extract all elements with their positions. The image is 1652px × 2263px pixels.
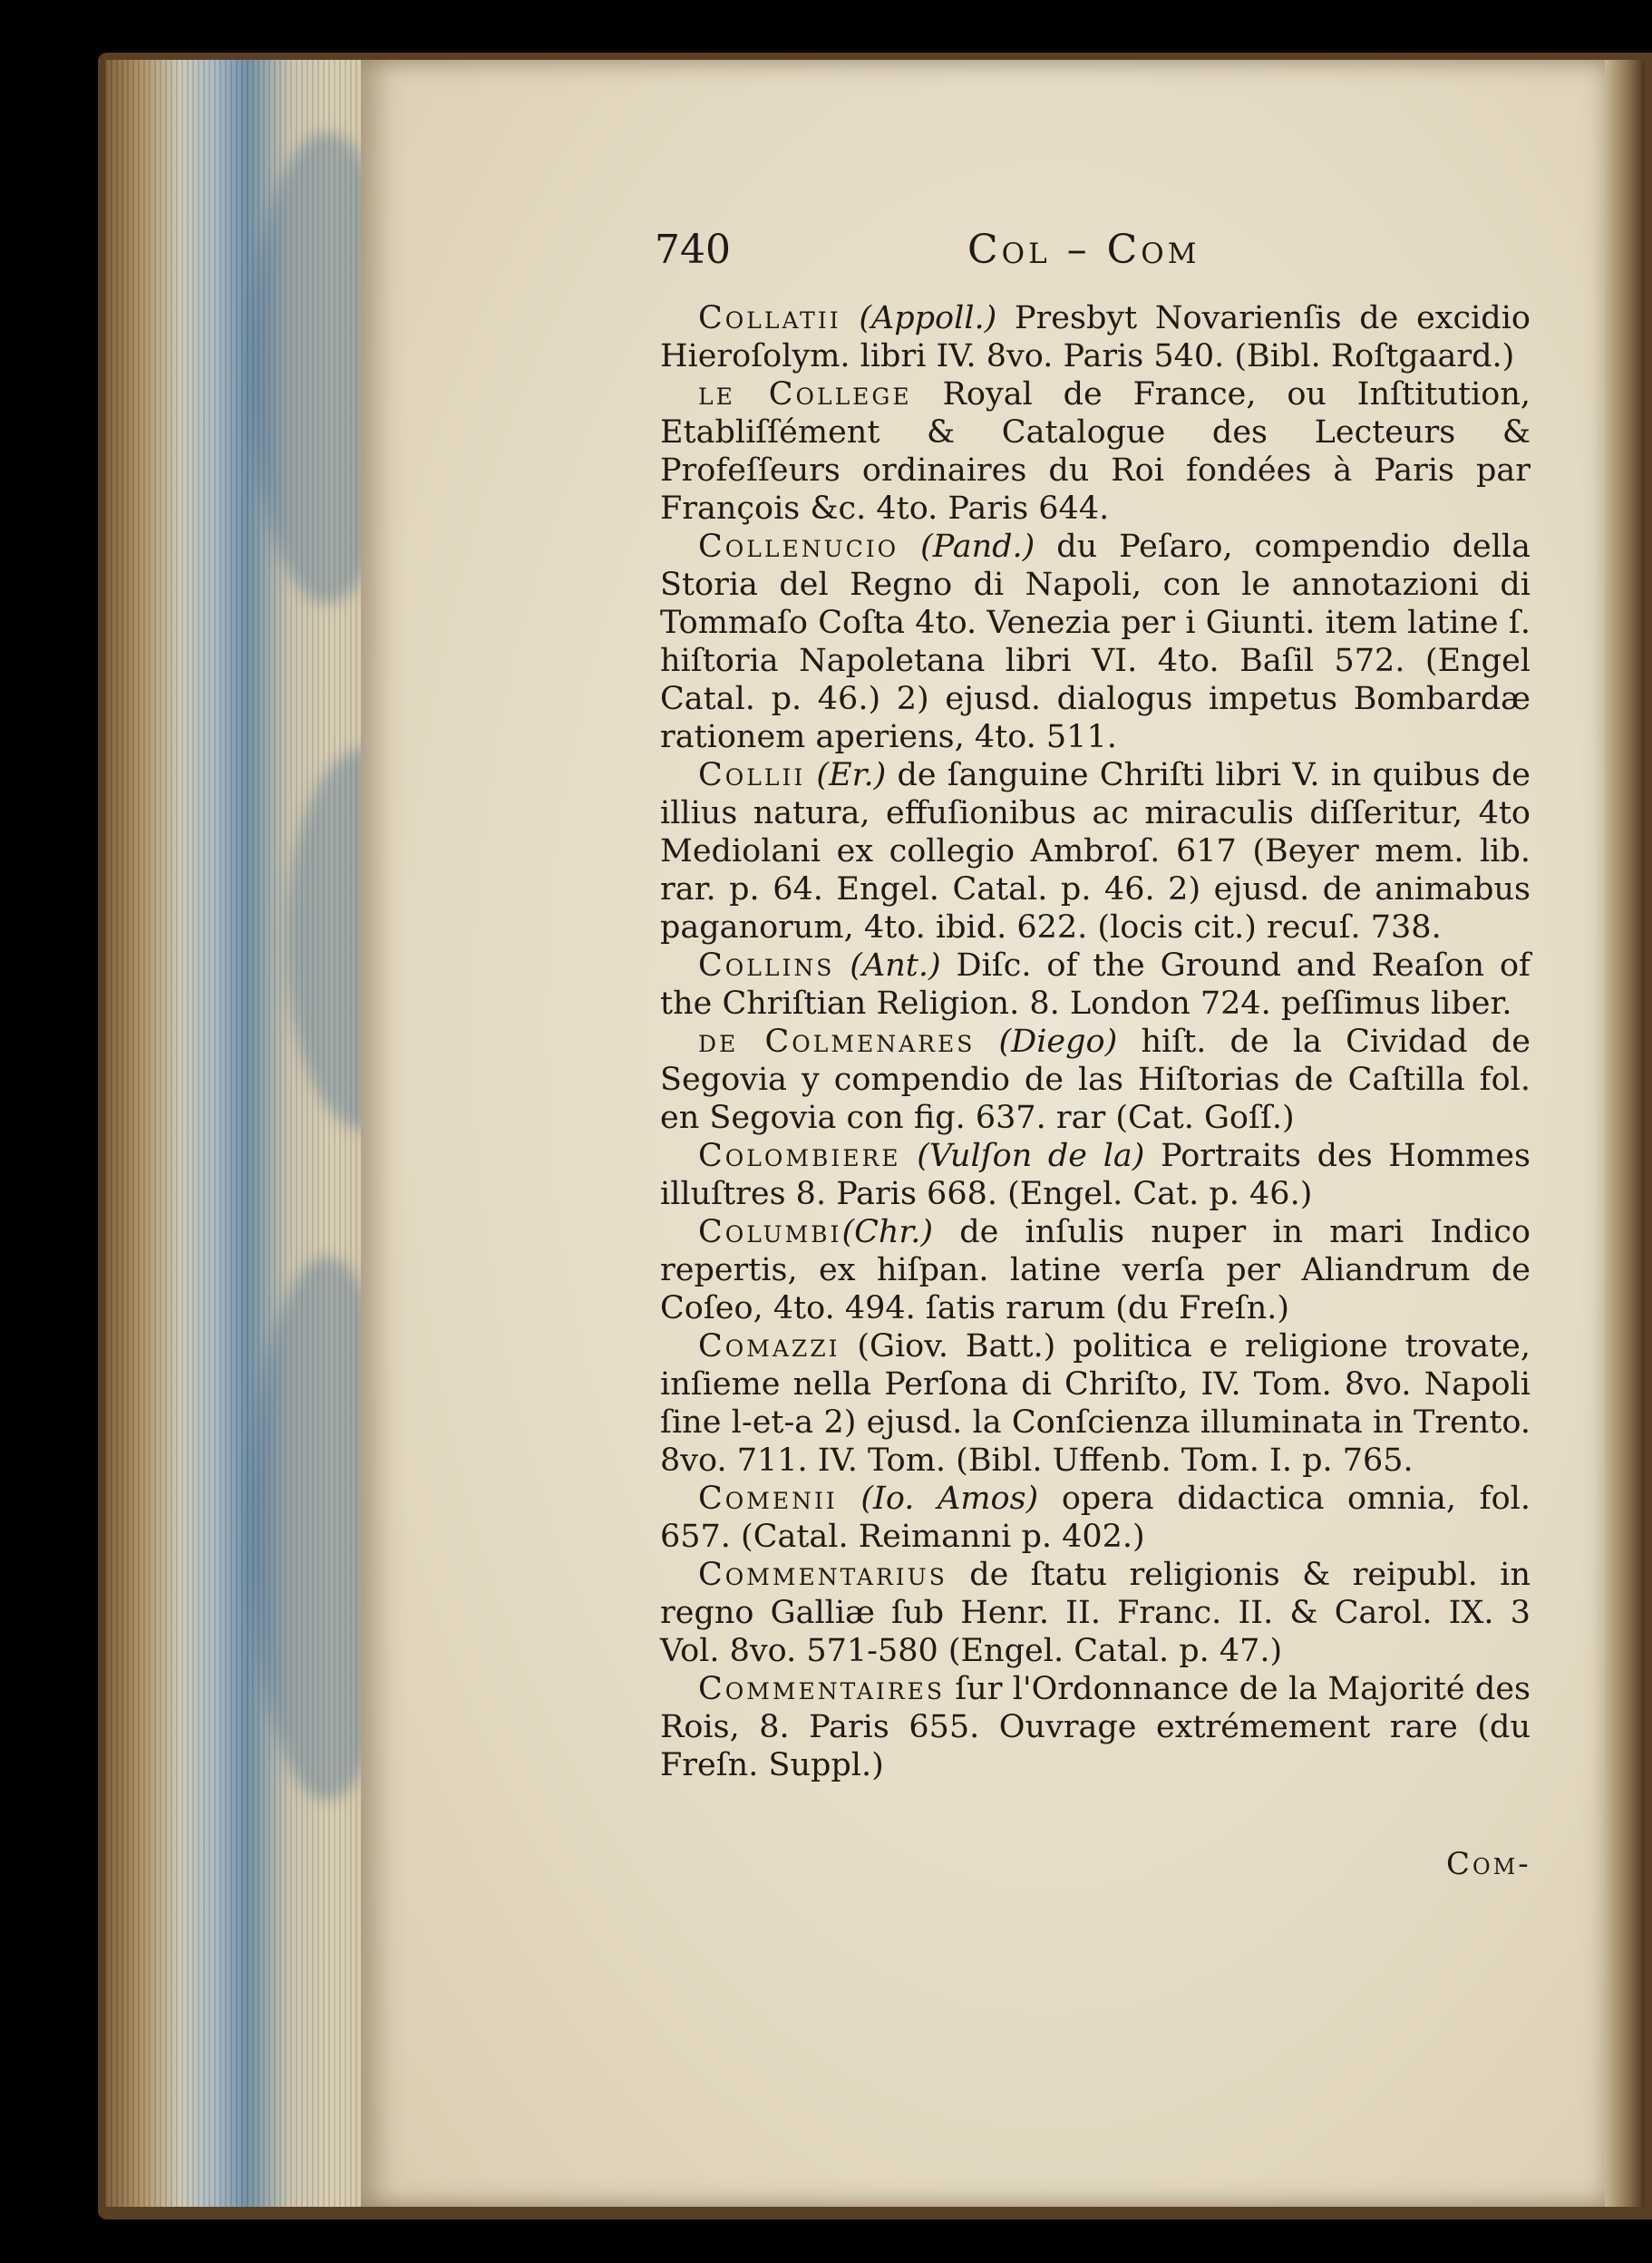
- page-number: 740: [655, 227, 731, 273]
- catalog-entry: [660, 375, 1531, 528]
- entry-heading: Collatii: [698, 300, 841, 336]
- catalog-entry: [660, 1023, 1531, 1137]
- entry-author-qualifier: (Diego): [998, 1024, 1118, 1060]
- entry-author-qualifier: (Ant.): [850, 947, 941, 984]
- entry-heading: Comenii: [698, 1481, 838, 1517]
- entry-heading: le College: [698, 376, 912, 413]
- catchword: Com-: [1446, 1846, 1531, 1882]
- entry-author-qualifier: (Io. Amos): [860, 1481, 1039, 1517]
- entry-heading: Colombiere: [698, 1138, 901, 1174]
- entry-author-qualifier: (Vulſon de la): [917, 1138, 1145, 1174]
- page-header: [655, 227, 1561, 281]
- entry-heading: Columbi: [698, 1214, 842, 1250]
- entry-heading: Commentaires: [698, 1671, 946, 1707]
- entry-author-qualifier: (Pand.): [920, 529, 1035, 565]
- entry-heading: Collenucio: [698, 529, 899, 565]
- running-title: Col – Com: [967, 227, 1200, 273]
- page-block-edge: [105, 60, 377, 2207]
- catalog-entry: [660, 1480, 1531, 1556]
- entry-description: de ſtatu religionis & reipubl. in regno Galliæ ſub Henr. II. Franc. II. & Carol. IX. 3 Vol. 8vo. 571-580 (Engel. Catal. p. 47.): [660, 1557, 1531, 1669]
- entry-author-qualifier: (Giov. Batt.): [857, 1328, 1056, 1365]
- right-page-edge: [1605, 60, 1645, 2207]
- catalog-entry: [660, 756, 1531, 947]
- entry-description: du Peſaro, compendio della Storia del Regno di Napoli, con le annotazioni di Tommaſo Coſta 4to. Venezia per i Giunti. item latine ſ. hiſtoria Napoletana libri VI. 4to. Baſil 572. (Engel Catal. p. 46.) 2) ejusd. dialogus impetus Bombardæ rationem aperiens, 4to. 511.: [660, 529, 1531, 755]
- entry-description: politica e religione trovate, inſieme nella Perſona di Chriſto, IV. Tom. 8vo. Napoli ſine l-et-a 2) ejusd. la Conſcienza illuminata in Trento. 8vo. 711. IV. Tom. (Bibl. Uffenb. Tom. I. p. 765.: [660, 1328, 1531, 1479]
- entry-heading: Collii: [698, 757, 806, 793]
- entry-description: de inſulis nuper in mari Indico repertis, ex hiſpan. latine verſa per Aliandrum de Coſeo, 4to. 494. ſatis rarum (du Freſn.): [660, 1214, 1531, 1326]
- entry-description: ſur l'Ordonnance de la Majorité des Rois, 8. Paris 655. Ouvrage extrémement rare (du Freſn. Suppl.): [660, 1671, 1531, 1783]
- catalog-entry: [660, 1137, 1531, 1213]
- entry-description: hiſt. de la Cividad de Segovia y compendio de las Hiſtorias de Caſtilla fol. en Segovia con fig. 637. rar (Cat. Goſſ.): [660, 1024, 1531, 1136]
- catalog-entry: [660, 528, 1531, 756]
- entry-heading: Commentarius: [698, 1557, 947, 1593]
- catalog-entry: [660, 947, 1531, 1023]
- entry-author-qualifier: (Appoll.): [859, 300, 997, 336]
- entry-heading: Collins: [698, 947, 835, 984]
- entry-description: Presbyt Novarienſis de excidio Hieroſolym. libri IV. 8vo. Paris 540. (Bibl. Roſtgaard.): [660, 300, 1531, 374]
- entry-description: Diſc. of the Ground and Reaſon of the Chriſtian Religion. 8. London 724. peſſimus liber.: [660, 947, 1531, 1022]
- catalog-entry: [660, 299, 1531, 375]
- catalog-entry: [660, 1213, 1531, 1327]
- entry-author-qualifier: (Chr.): [841, 1214, 934, 1250]
- entry-description: Royal de France, ou Inſtitution, Etabliſſément & Catalogue des Lecteurs & Profeſſeurs ordinaires du Roi fondées à Paris par François &c. 4to. Paris 644.: [660, 376, 1531, 527]
- catalog-entry: [660, 1670, 1531, 1784]
- catalog-entry: [660, 1327, 1531, 1480]
- entry-description: de ſanguine Chriſti libri V. in quibus de illius natura, effuſionibus ac miraculis diſſeritur, 4to Mediolani ex collegio Ambroſ. 617 (Beyer mem. lib. rar. p. 64. Engel. Catal. p. 46. 2) ejusd. de animabus paganorum, 4to. ibid. 622. (locis cit.) recuſ. 738.: [660, 757, 1531, 946]
- entry-description: opera didactica omnia, fol. 657. (Catal. Reimanni p. 402.): [660, 1481, 1531, 1555]
- catalog-text: [660, 299, 1531, 1784]
- entry-author-qualifier: (Er.): [816, 757, 887, 793]
- entry-heading: Comazzi: [698, 1328, 841, 1365]
- entry-description: Portraits des Hommes illuſtres 8. Paris 668. (Engel. Cat. p. 46.): [660, 1138, 1531, 1212]
- catalog-entry: [660, 1556, 1531, 1670]
- entry-heading: de Colmenares: [698, 1024, 976, 1060]
